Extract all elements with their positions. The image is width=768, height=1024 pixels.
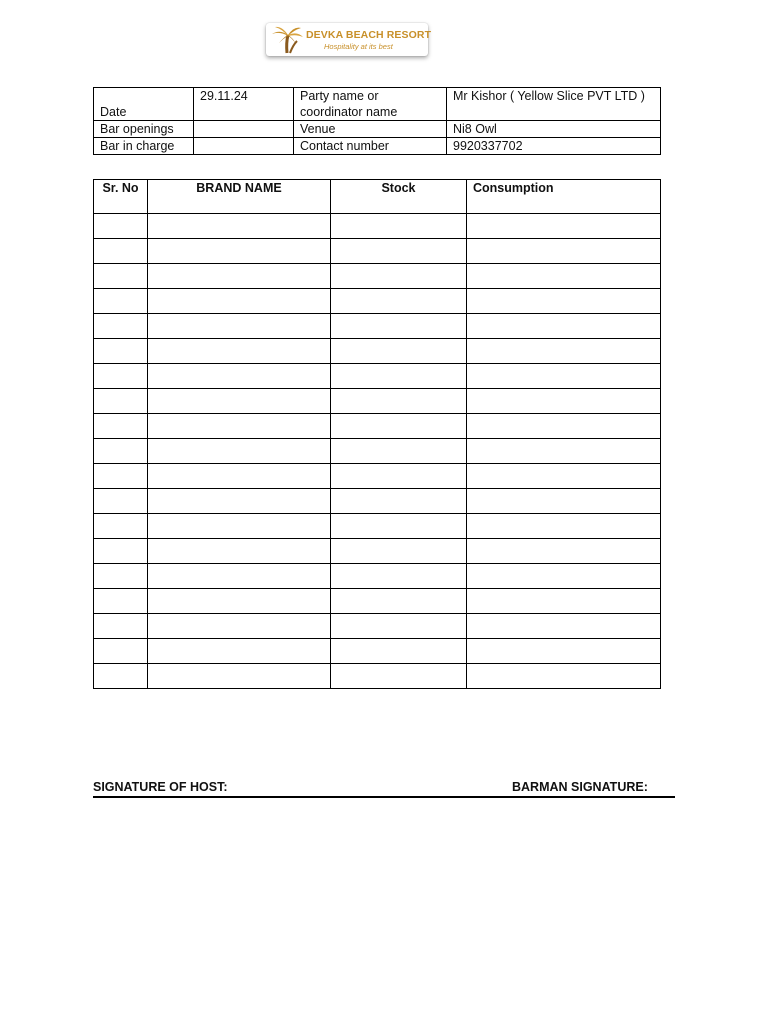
bar-openings-label: Bar openings	[94, 121, 194, 138]
stock-header-row	[94, 180, 661, 214]
bar-in-charge-value	[194, 138, 294, 155]
stock-cell	[331, 639, 467, 664]
stock-cell	[331, 439, 467, 464]
table-row	[94, 489, 661, 514]
signature-line	[93, 796, 675, 798]
stock-cell	[331, 514, 467, 539]
consumption-cell	[467, 539, 661, 564]
sr-no-cell	[94, 239, 148, 264]
table-row	[94, 264, 661, 289]
sr-no-cell	[94, 364, 148, 389]
brand-name-cell	[148, 414, 331, 439]
consumption-cell	[467, 289, 661, 314]
consumption-cell	[467, 639, 661, 664]
brand-name-cell	[148, 464, 331, 489]
stock-cell	[331, 614, 467, 639]
consumption-cell	[467, 464, 661, 489]
table-row	[94, 639, 661, 664]
consumption-cell	[467, 614, 661, 639]
stock-cell	[331, 339, 467, 364]
brand-name-cell	[148, 564, 331, 589]
stock-cell	[331, 489, 467, 514]
consumption-cell	[467, 314, 661, 339]
consumption-cell	[467, 514, 661, 539]
table-row	[94, 414, 661, 439]
stock-cell	[331, 389, 467, 414]
party-label	[294, 88, 447, 121]
brand-name-cell	[148, 589, 331, 614]
consumption-cell	[467, 439, 661, 464]
bar-in-charge-label: Bar in charge	[94, 138, 194, 155]
table-row	[94, 314, 661, 339]
table-row	[94, 589, 661, 614]
sr-no-cell	[94, 464, 148, 489]
stock-cell	[331, 214, 467, 239]
stock-cell	[331, 539, 467, 564]
table-row	[94, 364, 661, 389]
contact-label: Contact number	[294, 138, 447, 155]
brand-name-cell	[148, 389, 331, 414]
table-row	[94, 614, 661, 639]
sr-no-cell	[94, 314, 148, 339]
stock-cell	[331, 289, 467, 314]
date-label: Date	[94, 88, 194, 121]
sr-no-cell	[94, 214, 148, 239]
brand-name-cell	[148, 614, 331, 639]
stock-cell	[331, 589, 467, 614]
table-row	[94, 514, 661, 539]
sr-no-cell	[94, 639, 148, 664]
info-row-venue	[94, 121, 661, 138]
brand-name-cell	[148, 364, 331, 389]
venue-value: Ni8 Owl	[447, 121, 661, 138]
table-row	[94, 664, 661, 689]
table-row	[94, 439, 661, 464]
consumption-cell	[467, 239, 661, 264]
brand-name-cell	[148, 489, 331, 514]
contact-value: 9920337702	[447, 138, 661, 155]
sr-no-cell	[94, 439, 148, 464]
event-info-table	[93, 87, 661, 155]
brand-name-cell	[148, 664, 331, 689]
party-label-line1: Party name or	[300, 89, 379, 103]
consumption-cell	[467, 389, 661, 414]
brand-name-cell	[148, 264, 331, 289]
table-row	[94, 564, 661, 589]
stock-cell	[331, 314, 467, 339]
brand-name-cell	[148, 514, 331, 539]
host-signature-label: SIGNATURE OF HOST:	[93, 780, 228, 794]
sr-no-cell	[94, 489, 148, 514]
consumption-cell	[467, 564, 661, 589]
sr-no-cell	[94, 414, 148, 439]
party-value: Mr Kishor ( Yellow Slice PVT LTD )	[447, 88, 661, 121]
sr-no-cell	[94, 264, 148, 289]
sr-no-cell	[94, 589, 148, 614]
table-row	[94, 289, 661, 314]
stock-cell	[331, 564, 467, 589]
brand-name-cell	[148, 239, 331, 264]
barman-signature-label: BARMAN SIGNATURE:	[512, 780, 648, 794]
brand-name-cell	[148, 339, 331, 364]
venue-label: Venue	[294, 121, 447, 138]
consumption-cell	[467, 339, 661, 364]
brand-name-cell	[148, 639, 331, 664]
resort-logo	[266, 23, 432, 56]
header-brand-name: BRAND NAME	[148, 180, 331, 214]
consumption-cell	[467, 589, 661, 614]
stock-cell	[331, 364, 467, 389]
brand-name-cell	[148, 439, 331, 464]
header-stock: Stock	[331, 180, 467, 214]
brand-name-cell	[148, 314, 331, 339]
brand-name-cell	[148, 539, 331, 564]
brand-name-cell	[148, 214, 331, 239]
sr-no-cell	[94, 339, 148, 364]
table-row	[94, 389, 661, 414]
logo-name: DEVKA BEACH RESORT	[306, 29, 432, 41]
consumption-cell	[467, 664, 661, 689]
table-row	[94, 539, 661, 564]
sr-no-cell	[94, 539, 148, 564]
stock-cell	[331, 414, 467, 439]
logo-tagline: Hospitality at its best	[324, 42, 393, 51]
header-sr-no: Sr. No	[94, 180, 148, 214]
sr-no-cell	[94, 514, 148, 539]
party-label-line2: coordinator name	[300, 105, 398, 119]
stock-cell	[331, 239, 467, 264]
consumption-cell	[467, 414, 661, 439]
bar-openings-value	[194, 121, 294, 138]
stock-cell	[331, 464, 467, 489]
sr-no-cell	[94, 564, 148, 589]
table-row	[94, 239, 661, 264]
consumption-cell	[467, 214, 661, 239]
table-row	[94, 464, 661, 489]
info-row-date	[94, 88, 661, 121]
table-row	[94, 214, 661, 239]
date-value: 29.11.24	[194, 88, 294, 121]
stock-table	[93, 179, 661, 689]
stock-table-body	[94, 214, 661, 689]
table-row	[94, 339, 661, 364]
stock-cell	[331, 664, 467, 689]
sr-no-cell	[94, 664, 148, 689]
consumption-cell	[467, 489, 661, 514]
consumption-cell	[467, 364, 661, 389]
sr-no-cell	[94, 389, 148, 414]
stock-cell	[331, 264, 467, 289]
consumption-cell	[467, 264, 661, 289]
brand-name-cell	[148, 289, 331, 314]
info-row-contact	[94, 138, 661, 155]
header-consumption: Consumption	[467, 180, 661, 214]
palm-tree-icon	[270, 25, 304, 55]
sr-no-cell	[94, 614, 148, 639]
sr-no-cell	[94, 289, 148, 314]
